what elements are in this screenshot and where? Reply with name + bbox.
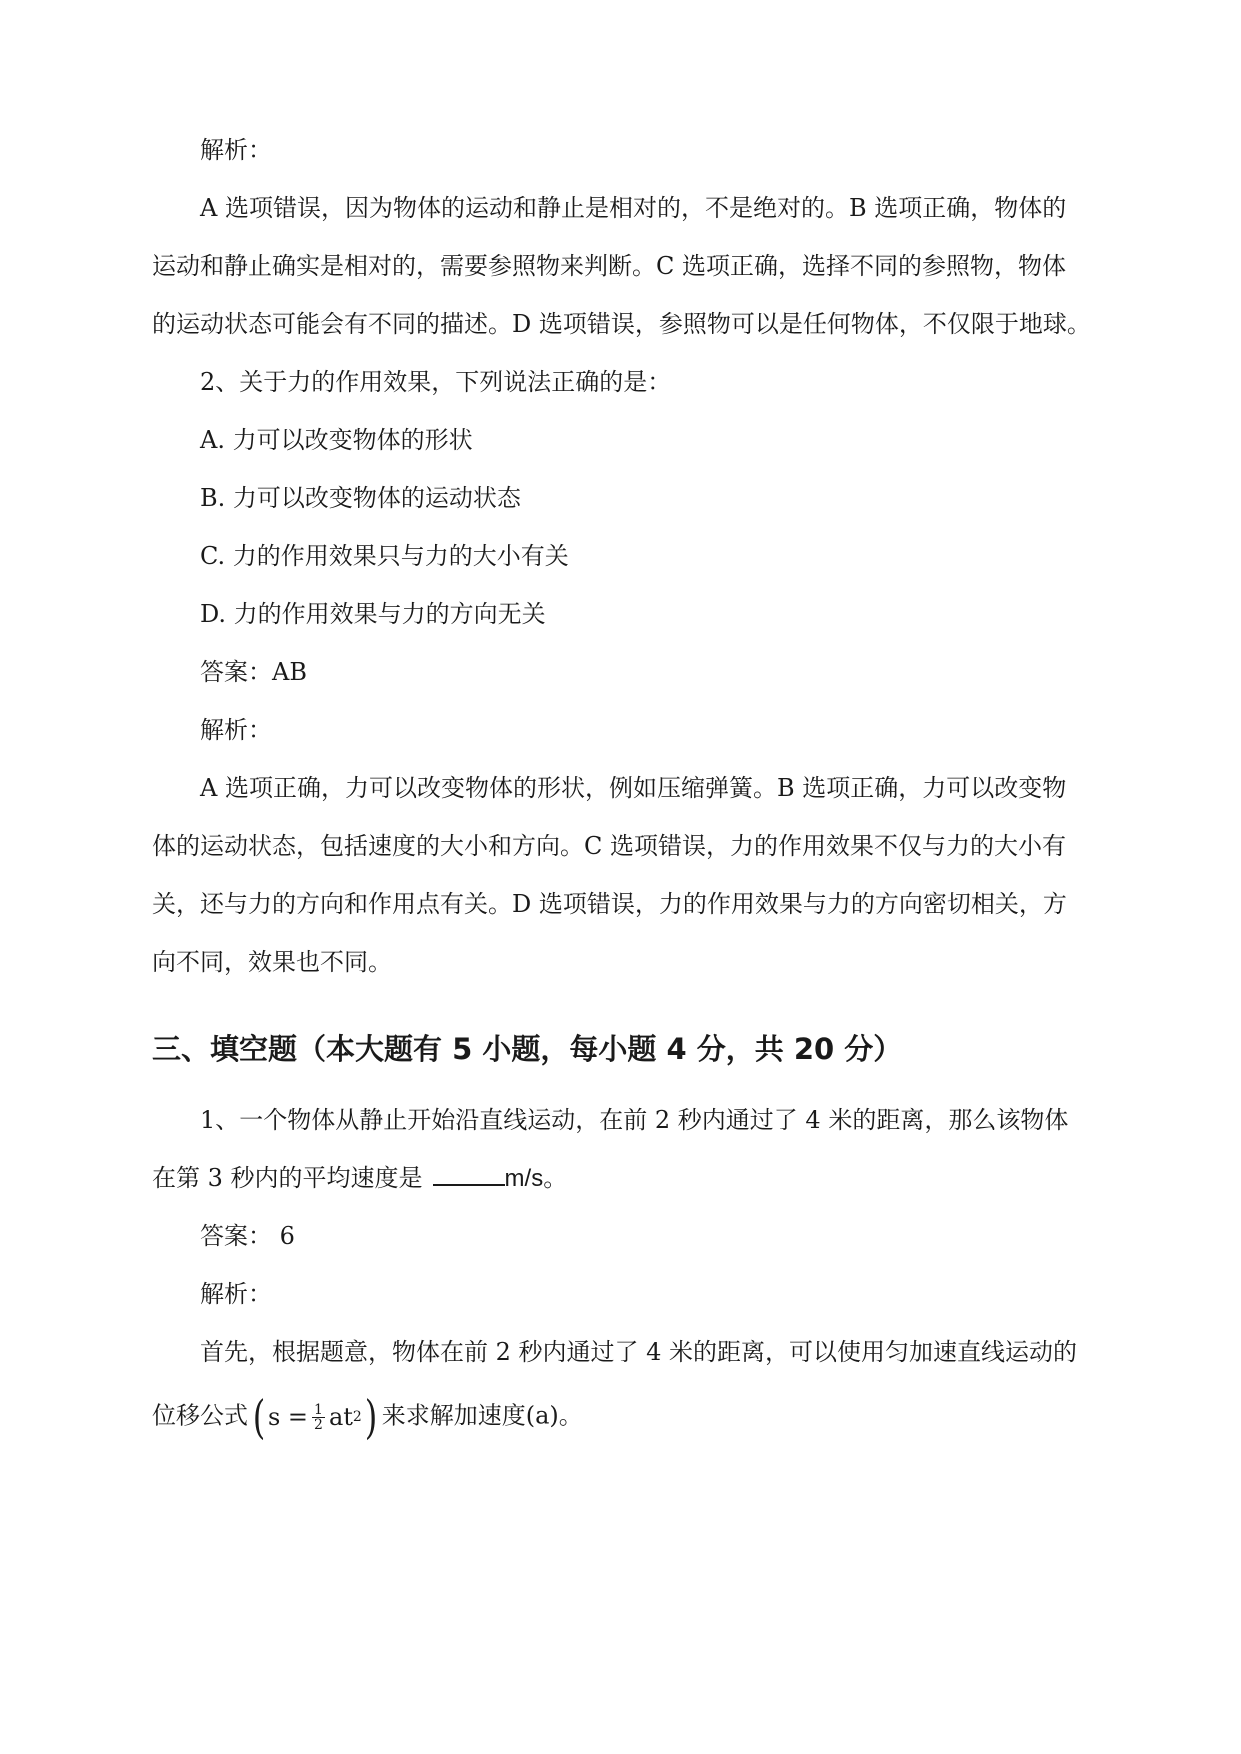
exponent: 2 <box>352 1409 362 1425</box>
option-b: B. 力可以改变物体的运动状态 <box>200 484 521 512</box>
analysis-text-line: 的运动状态可能会有不同的描述。D 选项错误，参照物可以是任何物体，不仅限于地球。 <box>152 310 1091 338</box>
analysis-text-line <box>152 1390 583 1444</box>
analysis-text-line: 体的运动状态，包括速度的大小和方向。C 选项错误，力的作用效果不仅与力的大小有 <box>152 832 1066 860</box>
analysis-text-line: 首先，根据题意，物体在前 2 秒内通过了 4 米的距离，可以使用匀加速直线运动的 <box>200 1338 1078 1366</box>
formula-lhs: s = <box>267 1403 309 1431</box>
analysis-text-line: A 选项正确，力可以改变物体的形状，例如压缩弹簧。B 选项正确，力可以改变物 <box>200 774 1067 802</box>
text-before-formula: 位移公式 <box>152 1401 248 1430</box>
stem-text: 在第 3 秒内的平均速度是 <box>152 1164 423 1192</box>
option-d: D. 力的作用效果与力的方向无关 <box>200 600 546 628</box>
answer-blank <box>433 1162 505 1186</box>
displacement-formula: ( s = $\frac{1}{2}$ at 2 ) <box>252 1390 378 1444</box>
analysis-label: 解析： <box>200 1280 272 1308</box>
analysis-text-line: 向不同，效果也不同。 <box>152 948 392 976</box>
answer-line: 答案： 6 <box>200 1222 295 1250</box>
fraction: $\frac{1}{2}$ <box>314 1401 323 1433</box>
unit-text: m/s。 <box>504 1165 568 1192</box>
option-a: A. 力可以改变物体的形状 <box>200 426 473 454</box>
answer-line: 答案：AB <box>200 658 307 686</box>
text-after-formula: 来求解加速度(a)。 <box>381 1401 583 1430</box>
question-stem-line2 <box>152 1162 567 1195</box>
analysis-text-line: A 选项错误，因为物体的运动和静止是相对的，不是绝对的。B 选项正确，物体的 <box>200 194 1067 222</box>
analysis-text-line: 关，还与力的方向和作用点有关。D 选项错误，力的作用效果与力的方向密切相关，方 <box>152 890 1067 918</box>
analysis-label: 解析： <box>200 136 272 164</box>
question-stem: 2、关于力的作用效果，下列说法正确的是： <box>200 368 672 396</box>
section-heading: 三、填空题（本大题有 5 小题，每小题 4 分，共 20 分） <box>152 1032 903 1066</box>
question-stem: 1、一个物体从静止开始沿直线运动，在前 2 秒内通过了 4 米的距离，那么该物体 <box>200 1106 1069 1134</box>
formula-rhs: at <box>328 1403 353 1431</box>
analysis-label: 解析： <box>200 716 272 744</box>
analysis-text-line: 运动和静止确实是相对的，需要参照物来判断。C 选项正确，选择不同的参照物，物体 <box>152 252 1066 280</box>
option-c: C. 力的作用效果只与力的大小有关 <box>200 542 569 570</box>
